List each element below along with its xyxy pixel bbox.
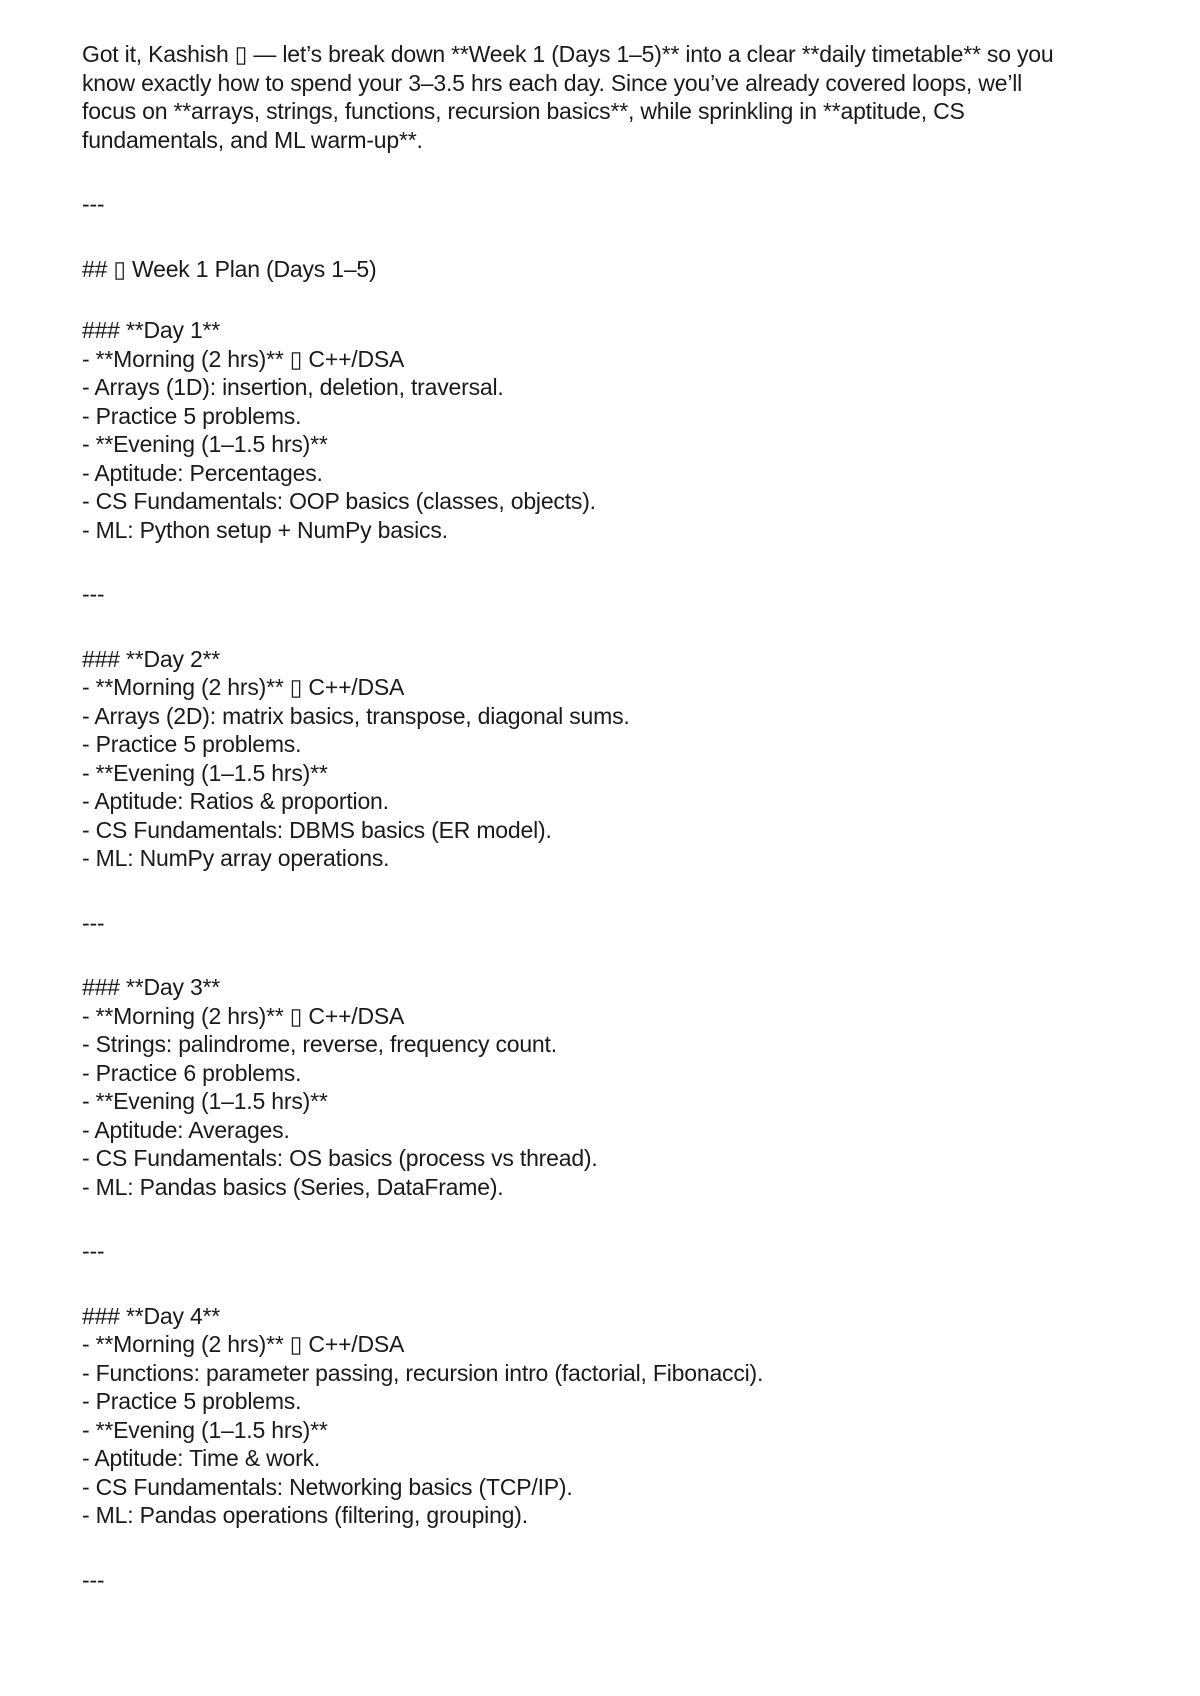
intro-line: Got it, Kashish ▯ — let’s break down **Week 1 (Days 1–5)** into a clear **daily timetable** so you	[82, 41, 1054, 67]
intro-line: fundamentals, and ML warm-up**.	[82, 126, 423, 153]
plan-heading: ## ▯ Week 1 Plan (Days 1–5)	[82, 255, 377, 282]
list-item: - Practice 5 problems.	[82, 731, 302, 757]
list-item: - Aptitude: Time & work.	[82, 1445, 321, 1471]
list-item: - CS Fundamentals: OS basics (process vs thread).	[82, 1145, 598, 1171]
day-section	[82, 645, 1122, 873]
list-item: - ML: NumPy array operations.	[82, 845, 390, 871]
day-section	[82, 973, 1122, 1201]
day-heading: ### **Day 2**	[82, 645, 221, 672]
list-item: - **Evening (1–1.5 hrs)**	[82, 1088, 328, 1114]
list-item: - CS Fundamentals: Networking basics (TCP/IP).	[82, 1473, 573, 1500]
separator: ---	[82, 581, 105, 607]
intro-line: know exactly how to spend your 3–3.5 hrs each day. Since you’ve already covered loops, we’ll	[82, 69, 1023, 96]
list-item: - **Evening (1–1.5 hrs)**	[82, 431, 328, 457]
intro-paragraph	[82, 40, 1122, 154]
separator: ---	[82, 191, 105, 217]
list-item: - Aptitude: Averages.	[82, 1116, 290, 1143]
list-item: - **Morning (2 hrs)** ▯ C++/DSA	[82, 674, 405, 700]
list-item: - **Evening (1–1.5 hrs)**	[82, 759, 328, 786]
list-item: - **Morning (2 hrs)** ▯ C++/DSA	[82, 1331, 405, 1357]
list-item: - Strings: palindrome, reverse, frequency count.	[82, 1031, 557, 1057]
list-item: - Arrays (1D): insertion, deletion, traversal.	[82, 374, 504, 400]
list-item: - ML: Pandas operations (filtering, grouping).	[82, 1502, 528, 1528]
day-section	[82, 1302, 1122, 1530]
list-item: - Practice 5 problems.	[82, 402, 302, 429]
separator: ---	[82, 1566, 105, 1593]
list-item: - Practice 5 problems.	[82, 1388, 302, 1414]
list-item: - **Morning (2 hrs)** ▯ C++/DSA	[82, 345, 405, 372]
day-section	[82, 316, 1122, 544]
list-item: - Practice 6 problems.	[82, 1059, 302, 1086]
list-item: - **Evening (1–1.5 hrs)**	[82, 1416, 328, 1443]
list-item: - ML: Python setup + NumPy basics.	[82, 516, 448, 543]
list-item: - ML: Pandas basics (Series, DataFrame).	[82, 1173, 504, 1200]
day-heading: ### **Day 1**	[82, 317, 221, 343]
separator: ---	[82, 1238, 105, 1264]
document-page	[82, 40, 1122, 1594]
separator: ---	[82, 909, 105, 936]
list-item: - CS Fundamentals: DBMS basics (ER model).	[82, 816, 552, 843]
list-item: - Aptitude: Ratios & proportion.	[82, 788, 389, 814]
day-heading: ### **Day 4**	[82, 1302, 221, 1329]
list-item: - **Morning (2 hrs)** ▯ C++/DSA	[82, 1002, 405, 1029]
day-heading: ### **Day 3**	[82, 974, 221, 1000]
intro-line: focus on **arrays, strings, functions, recursion basics**, while sprinkling in **aptitude, CS	[82, 98, 965, 124]
list-item: - Functions: parameter passing, recursion intro (factorial, Fibonacci).	[82, 1359, 764, 1386]
list-item: - Aptitude: Percentages.	[82, 459, 323, 486]
list-item: - Arrays (2D): matrix basics, transpose, diagonal sums.	[82, 702, 630, 729]
list-item: - CS Fundamentals: OOP basics (classes, objects).	[82, 488, 596, 514]
